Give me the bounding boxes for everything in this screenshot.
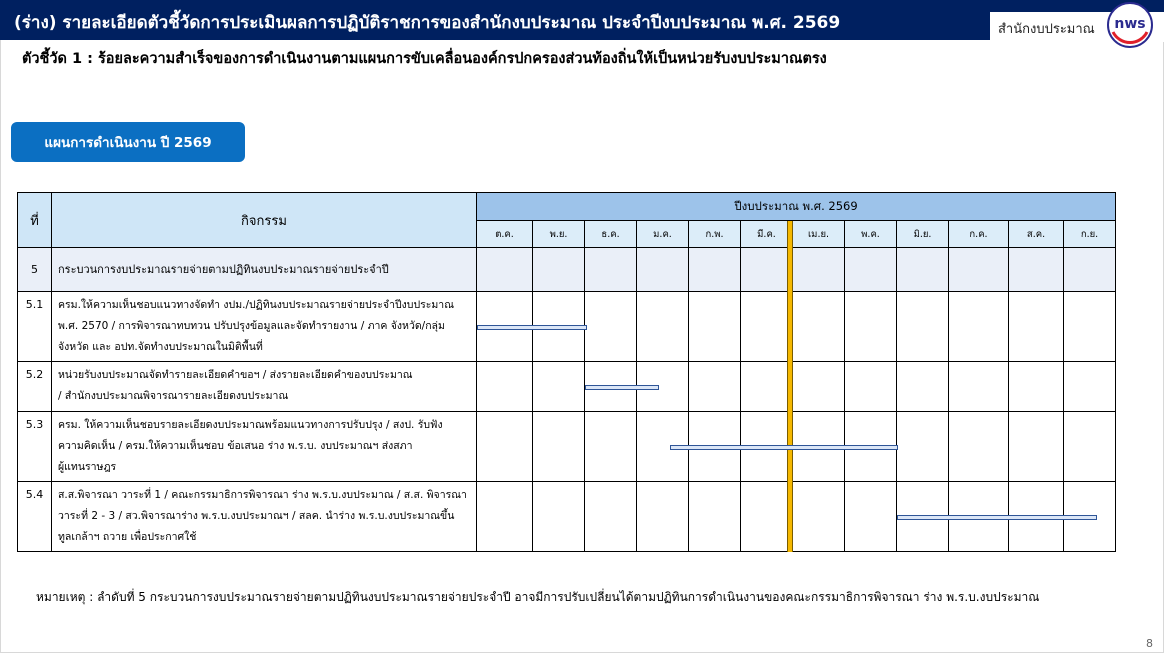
month-cell — [1009, 362, 1064, 412]
month-header: ก.พ. — [689, 221, 741, 248]
month-cell — [1009, 292, 1064, 362]
month-cell — [741, 362, 793, 412]
timeline-bar — [477, 325, 587, 330]
month-cell — [585, 482, 637, 552]
month-header: พ.ย. — [533, 221, 585, 248]
month-cell — [1064, 362, 1116, 412]
month-cell — [741, 248, 793, 292]
month-cell — [793, 292, 845, 362]
page-title: (ร่าง) รายละเอียดตัวชี้วัดการประเมินผลการปฏิบัติราชการของสำนักงบประมาณ ประจำปีงบประมาณ พ.ศ. 2569 — [14, 13, 841, 33]
table-row — [18, 412, 1116, 482]
month-cell — [689, 248, 741, 292]
month-cell — [793, 248, 845, 292]
indicator-heading: ตัวชี้วัด 1 : ร้อยละความสำเร็จของการดำเนินงานตามแผนการขับเคลื่อนองค์กรปกครองส่วนท้องถิ่นให้เป็นหน่วยรับงบประมาณตรง — [22, 51, 827, 67]
month-cell — [1064, 292, 1116, 362]
table-row — [18, 362, 1116, 412]
month-header: ม.ค. — [637, 221, 689, 248]
month-cell — [533, 412, 585, 482]
activity-line: ทูลเกล้าฯ ถวาย เพื่อประกาศใช้ — [58, 531, 197, 543]
row-number: 5.2 — [18, 362, 52, 412]
month-cell — [1009, 412, 1064, 482]
month-cell — [845, 292, 897, 362]
month-cell — [741, 292, 793, 362]
page-number: 8 — [1146, 637, 1153, 650]
activity-line: / สำนักงบประมาณพิจารณารายละเอียดงบประมาณ — [58, 390, 289, 402]
logo-text: nws — [1114, 16, 1146, 32]
month-cell — [897, 292, 949, 362]
month-header: ก.ค. — [949, 221, 1009, 248]
month-cell — [793, 362, 845, 412]
month-cell — [949, 248, 1009, 292]
month-cell — [585, 292, 637, 362]
month-cell — [845, 482, 897, 552]
timeline-bar — [585, 385, 660, 390]
month-cell — [897, 412, 949, 482]
month-cell — [585, 412, 637, 482]
month-cell — [897, 248, 949, 292]
month-cell — [477, 248, 533, 292]
activity-cell — [52, 248, 477, 292]
row-number: 5.1 — [18, 292, 52, 362]
month-cell — [533, 248, 585, 292]
col-header-fiscal-year: ปีงบประมาณ พ.ศ. 2569 — [477, 193, 1116, 221]
table-row — [18, 248, 1116, 292]
month-cell — [1064, 412, 1116, 482]
month-cell — [689, 482, 741, 552]
activity-cell — [52, 412, 477, 482]
month-cell — [793, 482, 845, 552]
activity-line: วาระที่ 2 - 3 / สว.พิจารณาร่าง พ.ร.บ.งบประมาณฯ / สลค. นำร่าง พ.ร.บ.งบประมาณขึ้น — [58, 510, 455, 522]
month-cell — [949, 412, 1009, 482]
month-header: มิ.ย. — [897, 221, 949, 248]
month-cell — [1009, 248, 1064, 292]
month-cell — [1064, 248, 1116, 292]
month-cell — [689, 362, 741, 412]
activity-line: หน่วยรับงบประมาณจัดทำรายละเอียดคำขอฯ / ส่งรายละเอียดคำของบประมาณ — [58, 369, 413, 381]
activity-line: ครม.ให้ความเห็นชอบแนวทางจัดทำ งปม./ปฏิทินงบประมาณรายจ่ายประจำปีงบประมาณ — [58, 299, 454, 311]
timeline-bar — [897, 515, 1097, 520]
activity-cell — [52, 362, 477, 412]
timeline-bar — [670, 445, 898, 450]
activity-line: ความคิดเห็น / ครม.ให้ความเห็นชอบ ข้อเสนอ ร่าง พ.ร.บ. งบประมาณฯ ส่งสภา — [58, 440, 413, 452]
month-header: ต.ค. — [477, 221, 533, 248]
month-cell — [477, 412, 533, 482]
col-header-activity: กิจกรรม — [52, 193, 477, 248]
footnote: หมายเหตุ : ลำดับที่ 5 กระบวนการงบประมาณรายจ่ายตามปฏิทินงบประมาณรายจ่ายประจำปี อาจมีการปรับเปลี่ยนได้ตามปฏิทินการดำเนินงานของคณะกรรมาธิการพิจารณา ร่าง พ.ร.บ.งบประมาณ — [36, 590, 1040, 604]
month-cell — [845, 248, 897, 292]
month-cell — [897, 362, 949, 412]
month-cell — [689, 292, 741, 362]
row-number: 5 — [18, 248, 52, 292]
month-cell — [741, 482, 793, 552]
month-cell — [637, 482, 689, 552]
activity-cell — [52, 482, 477, 552]
month-header: ธ.ค. — [585, 221, 637, 248]
current-month-marker — [787, 221, 793, 553]
month-cell — [533, 362, 585, 412]
month-cell — [637, 292, 689, 362]
month-cell — [637, 248, 689, 292]
month-cell — [477, 482, 533, 552]
org-name: สำนักงบประมาณ — [998, 22, 1095, 37]
month-header: ก.ย. — [1064, 221, 1116, 248]
month-cell — [949, 292, 1009, 362]
row-number: 5.3 — [18, 412, 52, 482]
month-header: พ.ค. — [845, 221, 897, 248]
month-cell — [533, 482, 585, 552]
col-header-no: ที่ — [18, 193, 52, 248]
month-cell — [949, 362, 1009, 412]
month-header: เม.ย. — [793, 221, 845, 248]
row-number: 5.4 — [18, 482, 52, 552]
gantt-table — [17, 192, 1116, 552]
month-cell — [477, 362, 533, 412]
budget-bureau-logo — [1107, 2, 1153, 48]
activity-line: พ.ศ. 2570 / การพิจารณาทบทวน ปรับปรุงข้อมูลและจัดทำรายงาน / ภาค จังหวัด/กลุ่ม — [58, 320, 445, 332]
activity-line: ส.ส.พิจารณา วาระที่ 1 / คณะกรรมาธิการพิจารณา ร่าง พ.ร.บ.งบประมาณ / ส.ส. พิจารณา — [58, 489, 467, 501]
activity-line: กระบวนการงบประมาณรายจ่ายตามปฏิทินงบประมาณรายจ่ายประจำปี — [58, 263, 389, 276]
activity-line: ผู้แทนราษฎร — [58, 461, 117, 473]
month-header: มี.ค. — [741, 221, 793, 248]
month-cell — [585, 248, 637, 292]
month-cell — [845, 362, 897, 412]
activity-line: จังหวัด และ อปท.จัดทำงบประมาณในมิติพื้นที่ — [58, 341, 263, 353]
activity-cell — [52, 292, 477, 362]
plan-2569-button[interactable]: แผนการดำเนินงาน ปี 2569 — [11, 122, 245, 162]
month-header: ส.ค. — [1009, 221, 1064, 248]
activity-line: ครม. ให้ความเห็นชอบรายละเอียดงบประมาณพร้อมแนวทางการปรับปรุง / สงป. รับฟัง — [58, 419, 443, 431]
